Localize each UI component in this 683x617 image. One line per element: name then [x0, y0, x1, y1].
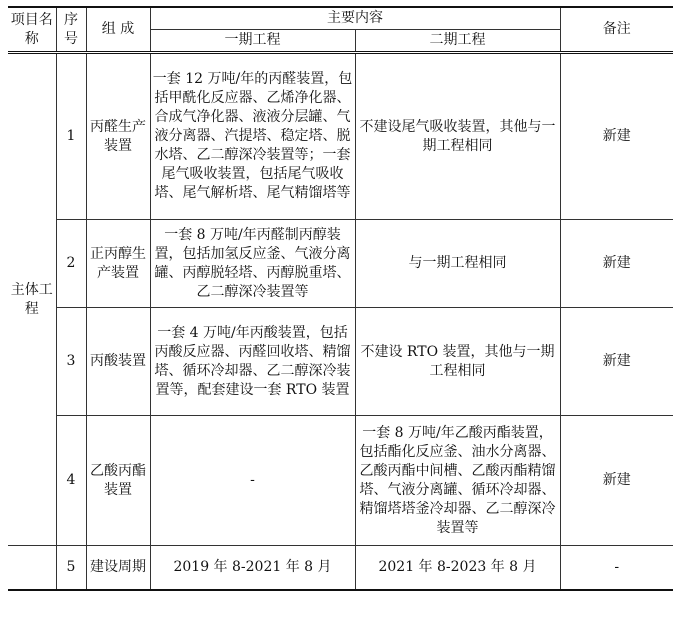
seq-cell: 5 — [56, 546, 86, 590]
header-project-name: 项目名称 — [8, 7, 56, 53]
remark-cell: 新建 — [560, 416, 673, 546]
phase1-cell: 一套 8 万吨/年丙醛制丙醇装置，包括加氢反应釜、气液分离罐、丙醇脱轻塔、丙醇脱重塔、乙二醇深冷装置等 — [150, 220, 355, 308]
component-cell: 丙醛生产装置 — [86, 53, 150, 220]
remark-cell: - — [560, 546, 673, 590]
project-cell: 主体工程 — [8, 53, 56, 546]
header-component: 组 成 — [86, 7, 150, 53]
seq-cell: 1 — [56, 53, 86, 220]
phase2-cell: 一套 8 万吨/年乙酸丙酯装置，包括酯化反应釜、油水分离器、乙酸丙酯中间槽、乙酸丙酯精馏塔、气液分离罐、循环冷却器、精馏塔塔釜冷却器、乙二醇深冷装置等 — [355, 416, 560, 546]
component-cell: 建设周期 — [86, 546, 150, 590]
component-cell: 丙酸装置 — [86, 308, 150, 416]
seq-cell: 4 — [56, 416, 86, 546]
phase1-cell: 一套 12 万吨/年的丙醛装置，包括甲酰化反应器、乙烯净化器、合成气净化器、液液分层罐、气液分离器、汽提塔、稳定塔、脱水塔、乙二醇深冷装置等；一套尾气吸收装置，包括尾气吸收塔、尾气解析塔、尾气精馏塔等 — [150, 53, 355, 220]
header-phase1: 一期工程 — [150, 30, 355, 53]
table-row — [8, 308, 673, 416]
seq-cell: 3 — [56, 308, 86, 416]
phase1-cell: 2019 年 8-2021 年 8 月 — [150, 546, 355, 590]
phase1-cell: - — [150, 416, 355, 546]
component-cell: 正丙醇生产装置 — [86, 220, 150, 308]
component-cell: 乙酸丙酯装置 — [86, 416, 150, 546]
phase2-cell: 2021 年 8-2023 年 8 月 — [355, 546, 560, 590]
header-main-content: 主要内容 — [150, 7, 560, 30]
project-cell-empty — [8, 546, 56, 590]
project-content-table — [8, 6, 673, 591]
remark-cell: 新建 — [560, 308, 673, 416]
phase2-cell: 不建设 RTO 装置，其他与一期工程相同 — [355, 308, 560, 416]
table-row — [8, 546, 673, 590]
table-row — [8, 53, 673, 220]
remark-cell: 新建 — [560, 53, 673, 220]
seq-cell: 2 — [56, 220, 86, 308]
header-seq: 序号 — [56, 7, 86, 53]
header-remark: 备注 — [560, 7, 673, 53]
phase2-cell: 不建设尾气吸收装置，其他与一期工程相同 — [355, 53, 560, 220]
header-phase2: 二期工程 — [355, 30, 560, 53]
phase1-cell: 一套 4 万吨/年丙酸装置，包括丙酸反应器、丙醛回收塔、精馏塔、循环冷却器、乙二醇深冷装置等，配套建设一套 RTO 装置 — [150, 308, 355, 416]
table-row — [8, 220, 673, 308]
remark-cell: 新建 — [560, 220, 673, 308]
phase2-cell: 与一期工程相同 — [355, 220, 560, 308]
table-row — [8, 416, 673, 546]
